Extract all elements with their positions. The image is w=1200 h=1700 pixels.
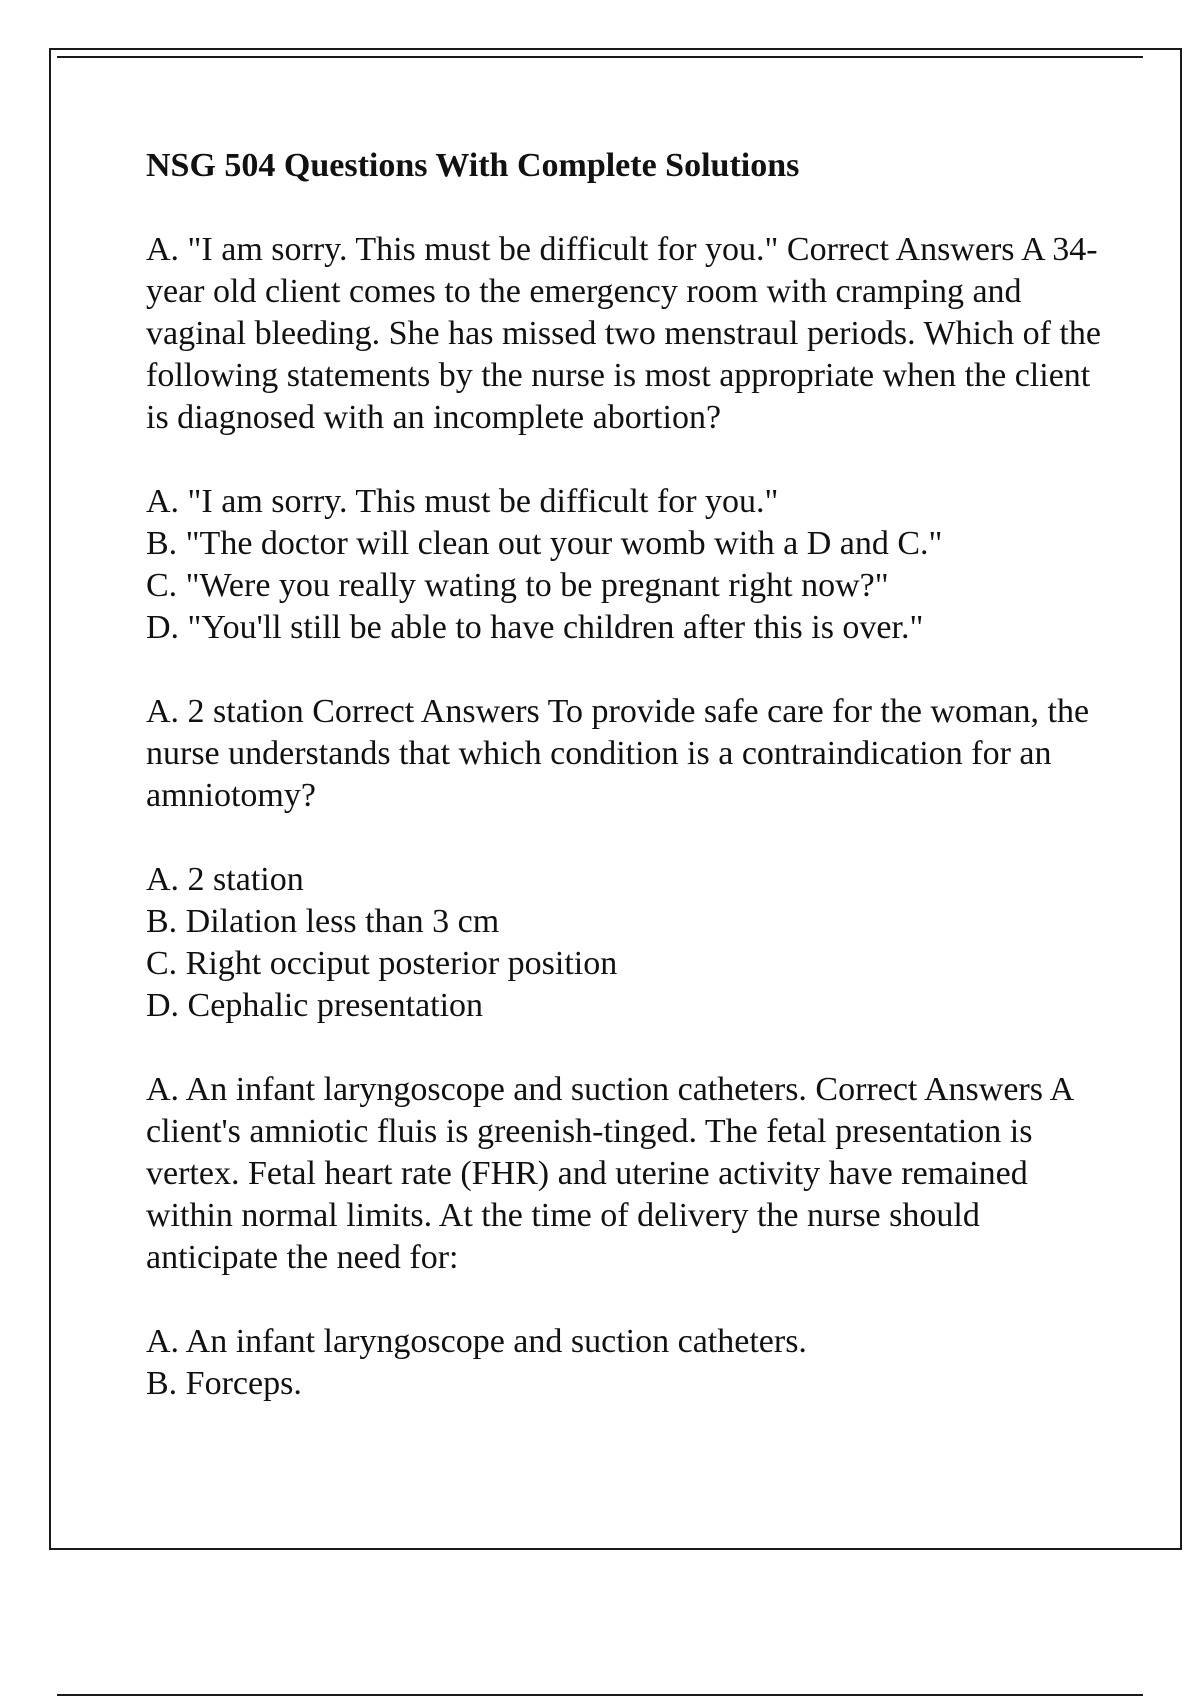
question-2-option-b: B. Dilation less than 3 cm (146, 903, 500, 940)
question-2-option-a: A. 2 station (146, 861, 304, 898)
question-1-option-c: C. "Were you really wating to be pregnant right now?" (146, 567, 889, 604)
question-3-option-b: B. Forceps. (146, 1365, 302, 1402)
question-1-option-b: B. "The doctor will clean out your womb with a D and C." (146, 525, 943, 562)
question-2-options (146, 859, 1106, 1027)
question-2-option-c: C. Right occiput posterior position (146, 945, 618, 982)
question-2-text: A. 2 station Correct Answers To provide safe care for the woman, the nurse understands that which condition is a contraindication for an amniotomy? (146, 693, 1090, 814)
question-1-option-d: D. "You'll still be able to have children after this is over." (146, 609, 924, 646)
document-title: NSG 504 Questions With Complete Solutions (146, 147, 800, 184)
question-1-option-a: A. "I am sorry. This must be difficult for you." (146, 483, 779, 520)
document-body (146, 145, 1106, 1405)
question-3-text: A. An infant laryngoscope and suction catheters. Correct Answers A client's amniotic fluis is greenish-tinged. The fetal presentation is vertex. Fetal heart rate (FHR) and uterine activity have remained within normal limits. At the time of delivery the nurse should anticipate the need for: (146, 1071, 1073, 1276)
question-1-text: A. "I am sorry. This must be difficult for you." Correct Answers A 34-year old client comes to the emergency room with cramping and vaginal bleeding. She has missed two menstraul periods. Which of the following statements by the nurse is most appropriate when the client is diagnosed with an incomplete abortion? (146, 231, 1101, 436)
header-rule (57, 56, 1143, 58)
question-2-option-d: D. Cephalic presentation (146, 987, 484, 1024)
question-3-option-a: A. An infant laryngoscope and suction catheters. (146, 1323, 807, 1360)
question-1-options (146, 481, 1106, 649)
question-3-options (146, 1321, 1106, 1405)
footer-rule (57, 1694, 1143, 1696)
